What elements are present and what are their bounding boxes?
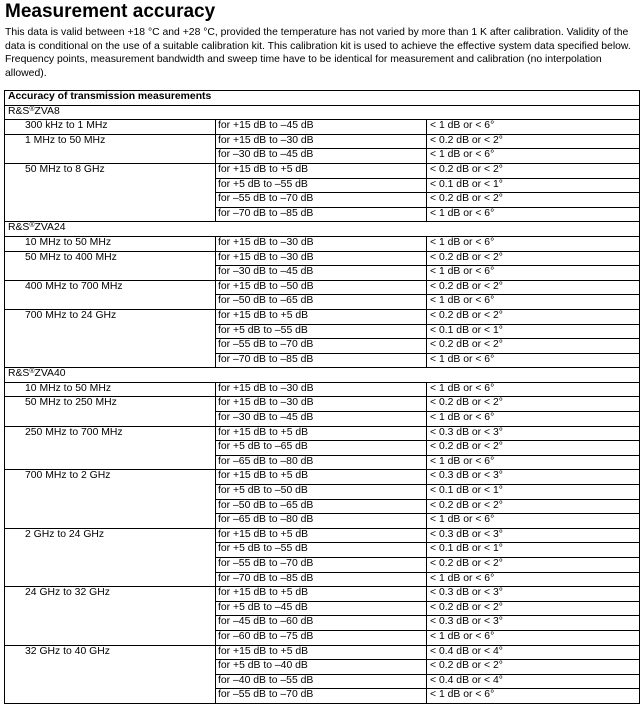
model-name: R&S®ZVA8 (5, 105, 640, 120)
table-row (5, 587, 640, 602)
accuracy-value: < 0.1 dB or < 1° (427, 324, 640, 339)
registered-mark: ® (29, 105, 35, 113)
accuracy-value: < 0.3 dB or < 3° (427, 616, 640, 631)
accuracy-value: < 1 dB or < 6° (427, 382, 640, 397)
level-range: for +15 dB to –30 dB (216, 251, 427, 266)
accuracy-value: < 0.2 dB or < 2° (427, 601, 640, 616)
model-row (5, 222, 640, 237)
frequency-range (5, 660, 216, 675)
table-row (5, 660, 640, 675)
frequency-range (5, 178, 216, 193)
table-row (5, 514, 640, 529)
model-row (5, 368, 640, 383)
accuracy-value: < 1 dB or < 6° (427, 207, 640, 222)
accuracy-value: < 0.2 dB or < 2° (427, 309, 640, 324)
table-row (5, 353, 640, 368)
accuracy-value: < 0.2 dB or < 2° (427, 134, 640, 149)
table-row (5, 324, 640, 339)
level-range: for –55 dB to –70 dB (216, 689, 427, 704)
table-row (5, 339, 640, 354)
accuracy-value: < 0.2 dB or < 2° (427, 660, 640, 675)
table-heading-row (5, 91, 640, 106)
frequency-range (5, 295, 216, 310)
table-row (5, 441, 640, 456)
accuracy-value: < 0.3 dB or < 3° (427, 470, 640, 485)
frequency-range (5, 441, 216, 456)
level-range: for +15 dB to –50 dB (216, 280, 427, 295)
accuracy-value: < 1 dB or < 6° (427, 572, 640, 587)
frequency-range: 10 MHz to 50 MHz (5, 382, 216, 397)
frequency-range (5, 616, 216, 631)
level-range: for +15 dB to +5 dB (216, 587, 427, 602)
frequency-range: 50 MHz to 250 MHz (5, 397, 216, 412)
accuracy-value: < 0.4 dB or < 4° (427, 645, 640, 660)
level-range: for +15 dB to +5 dB (216, 309, 427, 324)
page-title: Measurement accuracy (5, 1, 216, 22)
level-range: for –65 dB to –80 dB (216, 455, 427, 470)
frequency-range (5, 601, 216, 616)
frequency-range: 700 MHz to 24 GHz (5, 309, 216, 324)
frequency-range: 1 MHz to 50 MHz (5, 134, 216, 149)
table-row (5, 499, 640, 514)
level-range: for +5 dB to –55 dB (216, 324, 427, 339)
level-range: for +15 dB to –30 dB (216, 134, 427, 149)
table-row (5, 412, 640, 427)
level-range: for –30 dB to –45 dB (216, 412, 427, 427)
accuracy-value: < 1 dB or < 6° (427, 412, 640, 427)
level-range: for +5 dB to –50 dB (216, 485, 427, 500)
table-row (5, 645, 640, 660)
frequency-range (5, 412, 216, 427)
level-range: for –50 dB to –65 dB (216, 295, 427, 310)
table-row (5, 470, 640, 485)
level-range: for –65 dB to –80 dB (216, 514, 427, 529)
model-row (5, 105, 640, 120)
table-row (5, 309, 640, 324)
level-range: for +5 dB to –55 dB (216, 543, 427, 558)
frequency-range (5, 193, 216, 208)
table-row (5, 251, 640, 266)
level-range: for –45 dB to –60 dB (216, 616, 427, 631)
table-row (5, 163, 640, 178)
frequency-range (5, 572, 216, 587)
frequency-range (5, 207, 216, 222)
accuracy-value: < 1 dB or < 6° (427, 455, 640, 470)
level-range: for –55 dB to –70 dB (216, 558, 427, 573)
accuracy-value: < 1 dB or < 6° (427, 266, 640, 281)
level-range: for +5 dB to –65 dB (216, 441, 427, 456)
table-row (5, 601, 640, 616)
frequency-range: 10 MHz to 50 MHz (5, 236, 216, 251)
table-row (5, 397, 640, 412)
level-range: for +15 dB to –30 dB (216, 382, 427, 397)
table-row (5, 630, 640, 645)
level-range: for +5 dB to –55 dB (216, 178, 427, 193)
table-row (5, 572, 640, 587)
level-range: for +15 dB to –30 dB (216, 236, 427, 251)
level-range: for +15 dB to +5 dB (216, 528, 427, 543)
frequency-range (5, 324, 216, 339)
table-row (5, 149, 640, 164)
accuracy-value: < 0.2 dB or < 2° (427, 251, 640, 266)
frequency-range (5, 543, 216, 558)
frequency-range (5, 353, 216, 368)
accuracy-value: < 0.2 dB or < 2° (427, 339, 640, 354)
frequency-range: 32 GHz to 40 GHz (5, 645, 216, 660)
frequency-range (5, 514, 216, 529)
accuracy-value: < 0.2 dB or < 2° (427, 499, 640, 514)
frequency-range (5, 485, 216, 500)
table-row (5, 207, 640, 222)
frequency-range (5, 455, 216, 470)
table-row (5, 689, 640, 704)
table-row (5, 266, 640, 281)
table-row (5, 120, 640, 135)
accuracy-value: < 0.2 dB or < 2° (427, 558, 640, 573)
accuracy-value: < 0.3 dB or < 3° (427, 528, 640, 543)
accuracy-value: < 0.1 dB or < 1° (427, 485, 640, 500)
accuracy-value: < 1 dB or < 6° (427, 149, 640, 164)
table-body (5, 91, 640, 704)
accuracy-value: < 0.3 dB or < 3° (427, 587, 640, 602)
accuracy-value: < 1 dB or < 6° (427, 120, 640, 135)
level-range: for +15 dB to –30 dB (216, 397, 427, 412)
table-row (5, 178, 640, 193)
level-range: for –30 dB to –45 dB (216, 149, 427, 164)
table-row (5, 295, 640, 310)
table-row (5, 558, 640, 573)
accuracy-value: < 0.2 dB or < 2° (427, 441, 640, 456)
model-name: R&S®ZVA24 (5, 222, 640, 237)
model-name: R&S®ZVA40 (5, 368, 640, 383)
frequency-range (5, 630, 216, 645)
level-range: for –55 dB to –70 dB (216, 339, 427, 354)
table-row (5, 280, 640, 295)
frequency-range: 250 MHz to 700 MHz (5, 426, 216, 441)
level-range: for +15 dB to +5 dB (216, 163, 427, 178)
frequency-range: 2 GHz to 24 GHz (5, 528, 216, 543)
table-row (5, 382, 640, 397)
level-range: for +15 dB to +5 dB (216, 426, 427, 441)
level-range: for –70 dB to –85 dB (216, 207, 427, 222)
accuracy-value: < 1 dB or < 6° (427, 295, 640, 310)
table-row (5, 193, 640, 208)
level-range: for +15 dB to +5 dB (216, 645, 427, 660)
frequency-range (5, 558, 216, 573)
intro-paragraph: This data is valid between +18 °C and +28 °C, provided the temperature has not varied by more than 1 K after calibration. Validity of the data is conditional on the use of a suitable calibration kit. This calibration kit is used to achieve the effective system data specified below. Frequency points, measurement bandwidth and sweep time have to be identical for measurement and calibration (no interpolation allowed). (5, 27, 631, 79)
table-row (5, 528, 640, 543)
frequency-range: 50 MHz to 8 GHz (5, 163, 216, 178)
frequency-range: 300 kHz to 1 MHz (5, 120, 216, 135)
accuracy-value: < 0.2 dB or < 2° (427, 163, 640, 178)
accuracy-value: < 0.1 dB or < 1° (427, 543, 640, 558)
table-row (5, 543, 640, 558)
accuracy-value: < 1 dB or < 6° (427, 514, 640, 529)
table-heading: Accuracy of transmission measurements (5, 91, 640, 106)
level-range: for –70 dB to –85 dB (216, 572, 427, 587)
frequency-range: 700 MHz to 2 GHz (5, 470, 216, 485)
level-range: for –30 dB to –45 dB (216, 266, 427, 281)
accuracy-value: < 1 dB or < 6° (427, 236, 640, 251)
level-range: for –60 dB to –75 dB (216, 630, 427, 645)
level-range: for –55 dB to –70 dB (216, 193, 427, 208)
frequency-range: 400 MHz to 700 MHz (5, 280, 216, 295)
frequency-range (5, 499, 216, 514)
registered-mark: ® (29, 368, 35, 376)
accuracy-value: < 1 dB or < 6° (427, 630, 640, 645)
frequency-range: 50 MHz to 400 MHz (5, 251, 216, 266)
table-row (5, 485, 640, 500)
level-range: for +5 dB to –40 dB (216, 660, 427, 675)
transmission-accuracy-table (4, 90, 640, 704)
registered-mark: ® (29, 222, 35, 230)
accuracy-value: < 0.4 dB or < 4° (427, 674, 640, 689)
level-range: for –70 dB to –85 dB (216, 353, 427, 368)
accuracy-value: < 0.2 dB or < 2° (427, 193, 640, 208)
table-row (5, 616, 640, 631)
frequency-range (5, 339, 216, 354)
level-range: for +15 dB to +5 dB (216, 470, 427, 485)
frequency-range (5, 266, 216, 281)
table-row (5, 674, 640, 689)
accuracy-value: < 0.3 dB or < 3° (427, 426, 640, 441)
table-row (5, 236, 640, 251)
table-row (5, 455, 640, 470)
accuracy-value: < 0.2 dB or < 2° (427, 397, 640, 412)
accuracy-value: < 1 dB or < 6° (427, 353, 640, 368)
frequency-range (5, 689, 216, 704)
frequency-range (5, 674, 216, 689)
table-row (5, 426, 640, 441)
table-row (5, 134, 640, 149)
level-range: for –40 dB to –55 dB (216, 674, 427, 689)
accuracy-value: < 1 dB or < 6° (427, 689, 640, 704)
level-range: for +15 dB to –45 dB (216, 120, 427, 135)
frequency-range: 24 GHz to 32 GHz (5, 587, 216, 602)
frequency-range (5, 149, 216, 164)
level-range: for –50 dB to –65 dB (216, 499, 427, 514)
accuracy-value: < 0.2 dB or < 2° (427, 280, 640, 295)
accuracy-value: < 0.1 dB or < 1° (427, 178, 640, 193)
level-range: for +5 dB to –45 dB (216, 601, 427, 616)
